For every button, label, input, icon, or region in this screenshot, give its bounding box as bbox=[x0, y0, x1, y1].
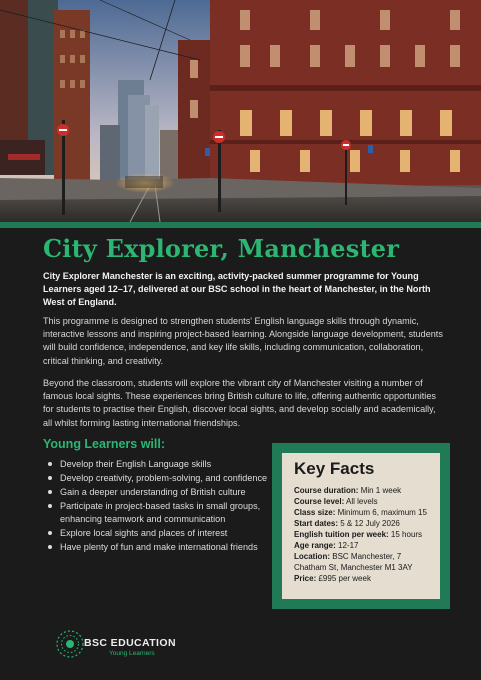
intro-paragraph: City Explorer Manchester is an exciting, activity-packed summer programme for Young Learners aged 12–17, delivered at our BSC school in the heart of Manchester, in the North West of England. bbox=[43, 271, 431, 308]
body-paragraph: This programme is designed to strengthen students' English language skills through dynamic, interactive lessons and inspiring project-based learning. Alongside language development, students will build confidence, independence, and key life skills, including communication, collaboration, critical thinking, and creativity. bbox=[43, 316, 443, 366]
key-fact-value: 15 hours bbox=[390, 530, 423, 539]
bullet-icon bbox=[48, 476, 52, 480]
key-fact-course-duration bbox=[294, 485, 430, 496]
key-fact-value: Minimum 6, maximum 15 bbox=[337, 508, 427, 517]
key-fact-value: £995 per week bbox=[318, 574, 371, 583]
key-fact-age-range bbox=[294, 540, 430, 551]
logo-mark-icon bbox=[56, 627, 84, 661]
list-item-text: Participate in project-based tasks in small groups, enhancing teamwork and communication bbox=[60, 501, 261, 524]
list-item bbox=[43, 458, 273, 471]
hero-photo bbox=[0, 0, 481, 222]
key-fact-start-dates bbox=[294, 518, 430, 529]
body-paragraph: Beyond the classroom, students will explore the vibrant city of Manchester visiting a number of famous local sights. These experiences bring British culture to life, offering authentic opportunities for students to practise their English, discover local sights, and develop socially and academically, all whilst forming lasting international friendships. bbox=[43, 378, 436, 428]
logo-subtitle: Young Learners bbox=[109, 650, 155, 657]
list-item-text: Explore local sights and places of interest bbox=[60, 527, 228, 538]
young-learners-heading: Young Learners will: bbox=[43, 437, 166, 451]
list-item bbox=[43, 486, 273, 499]
key-fact-class-size bbox=[294, 507, 430, 518]
bsc-education-logo bbox=[56, 625, 206, 661]
key-fact-label: Course duration: bbox=[294, 486, 359, 495]
key-facts-box bbox=[282, 453, 440, 599]
list-item bbox=[43, 500, 273, 525]
key-facts-title: Key Facts bbox=[294, 459, 375, 478]
key-fact-location bbox=[294, 551, 430, 573]
key-fact-label: Age range: bbox=[294, 541, 336, 550]
key-fact-value: Min 1 week bbox=[360, 486, 402, 495]
list-item bbox=[43, 541, 273, 554]
key-fact-label: Location: bbox=[294, 552, 330, 561]
key-fact-label: Class size: bbox=[294, 508, 336, 517]
list-item bbox=[43, 527, 273, 540]
page-title: City Explorer, Manchester bbox=[43, 234, 400, 263]
key-fact-label: Start dates: bbox=[294, 519, 339, 528]
list-item-text: Develop their English Language skills bbox=[60, 459, 212, 469]
bullet-icon bbox=[48, 490, 52, 494]
key-fact-price bbox=[294, 573, 430, 584]
key-fact-label: English tuition per week: bbox=[294, 530, 389, 539]
key-fact-course-level bbox=[294, 496, 430, 507]
key-fact-label: Price: bbox=[294, 574, 317, 583]
hero-green-band bbox=[0, 222, 481, 228]
key-fact-label: Course level: bbox=[294, 497, 345, 506]
list-item-text: Develop creativity, problem-solving, and confidence bbox=[60, 473, 268, 483]
key-fact-tuition bbox=[294, 529, 430, 540]
bullet-icon bbox=[48, 462, 52, 466]
bullet-icon bbox=[48, 545, 52, 549]
bullet-icon bbox=[48, 504, 52, 508]
bullet-icon bbox=[48, 531, 52, 535]
key-fact-value: 12-17 bbox=[338, 541, 359, 550]
list-item-text: Gain a deeper understanding of British culture bbox=[60, 487, 246, 497]
key-fact-value: All levels bbox=[346, 497, 378, 506]
list-item bbox=[43, 472, 273, 485]
young-learners-list bbox=[43, 458, 273, 555]
list-item-text: Have plenty of fun and make international friends bbox=[60, 541, 258, 552]
key-facts-panel bbox=[272, 443, 450, 609]
key-fact-value: BSC Manchester, 7 Chatham St, Manchester M1 3AY bbox=[294, 552, 413, 572]
key-fact-value: 5 & 12 July 2026 bbox=[340, 519, 400, 528]
logo-name: BSC EDUCATION bbox=[84, 637, 176, 649]
